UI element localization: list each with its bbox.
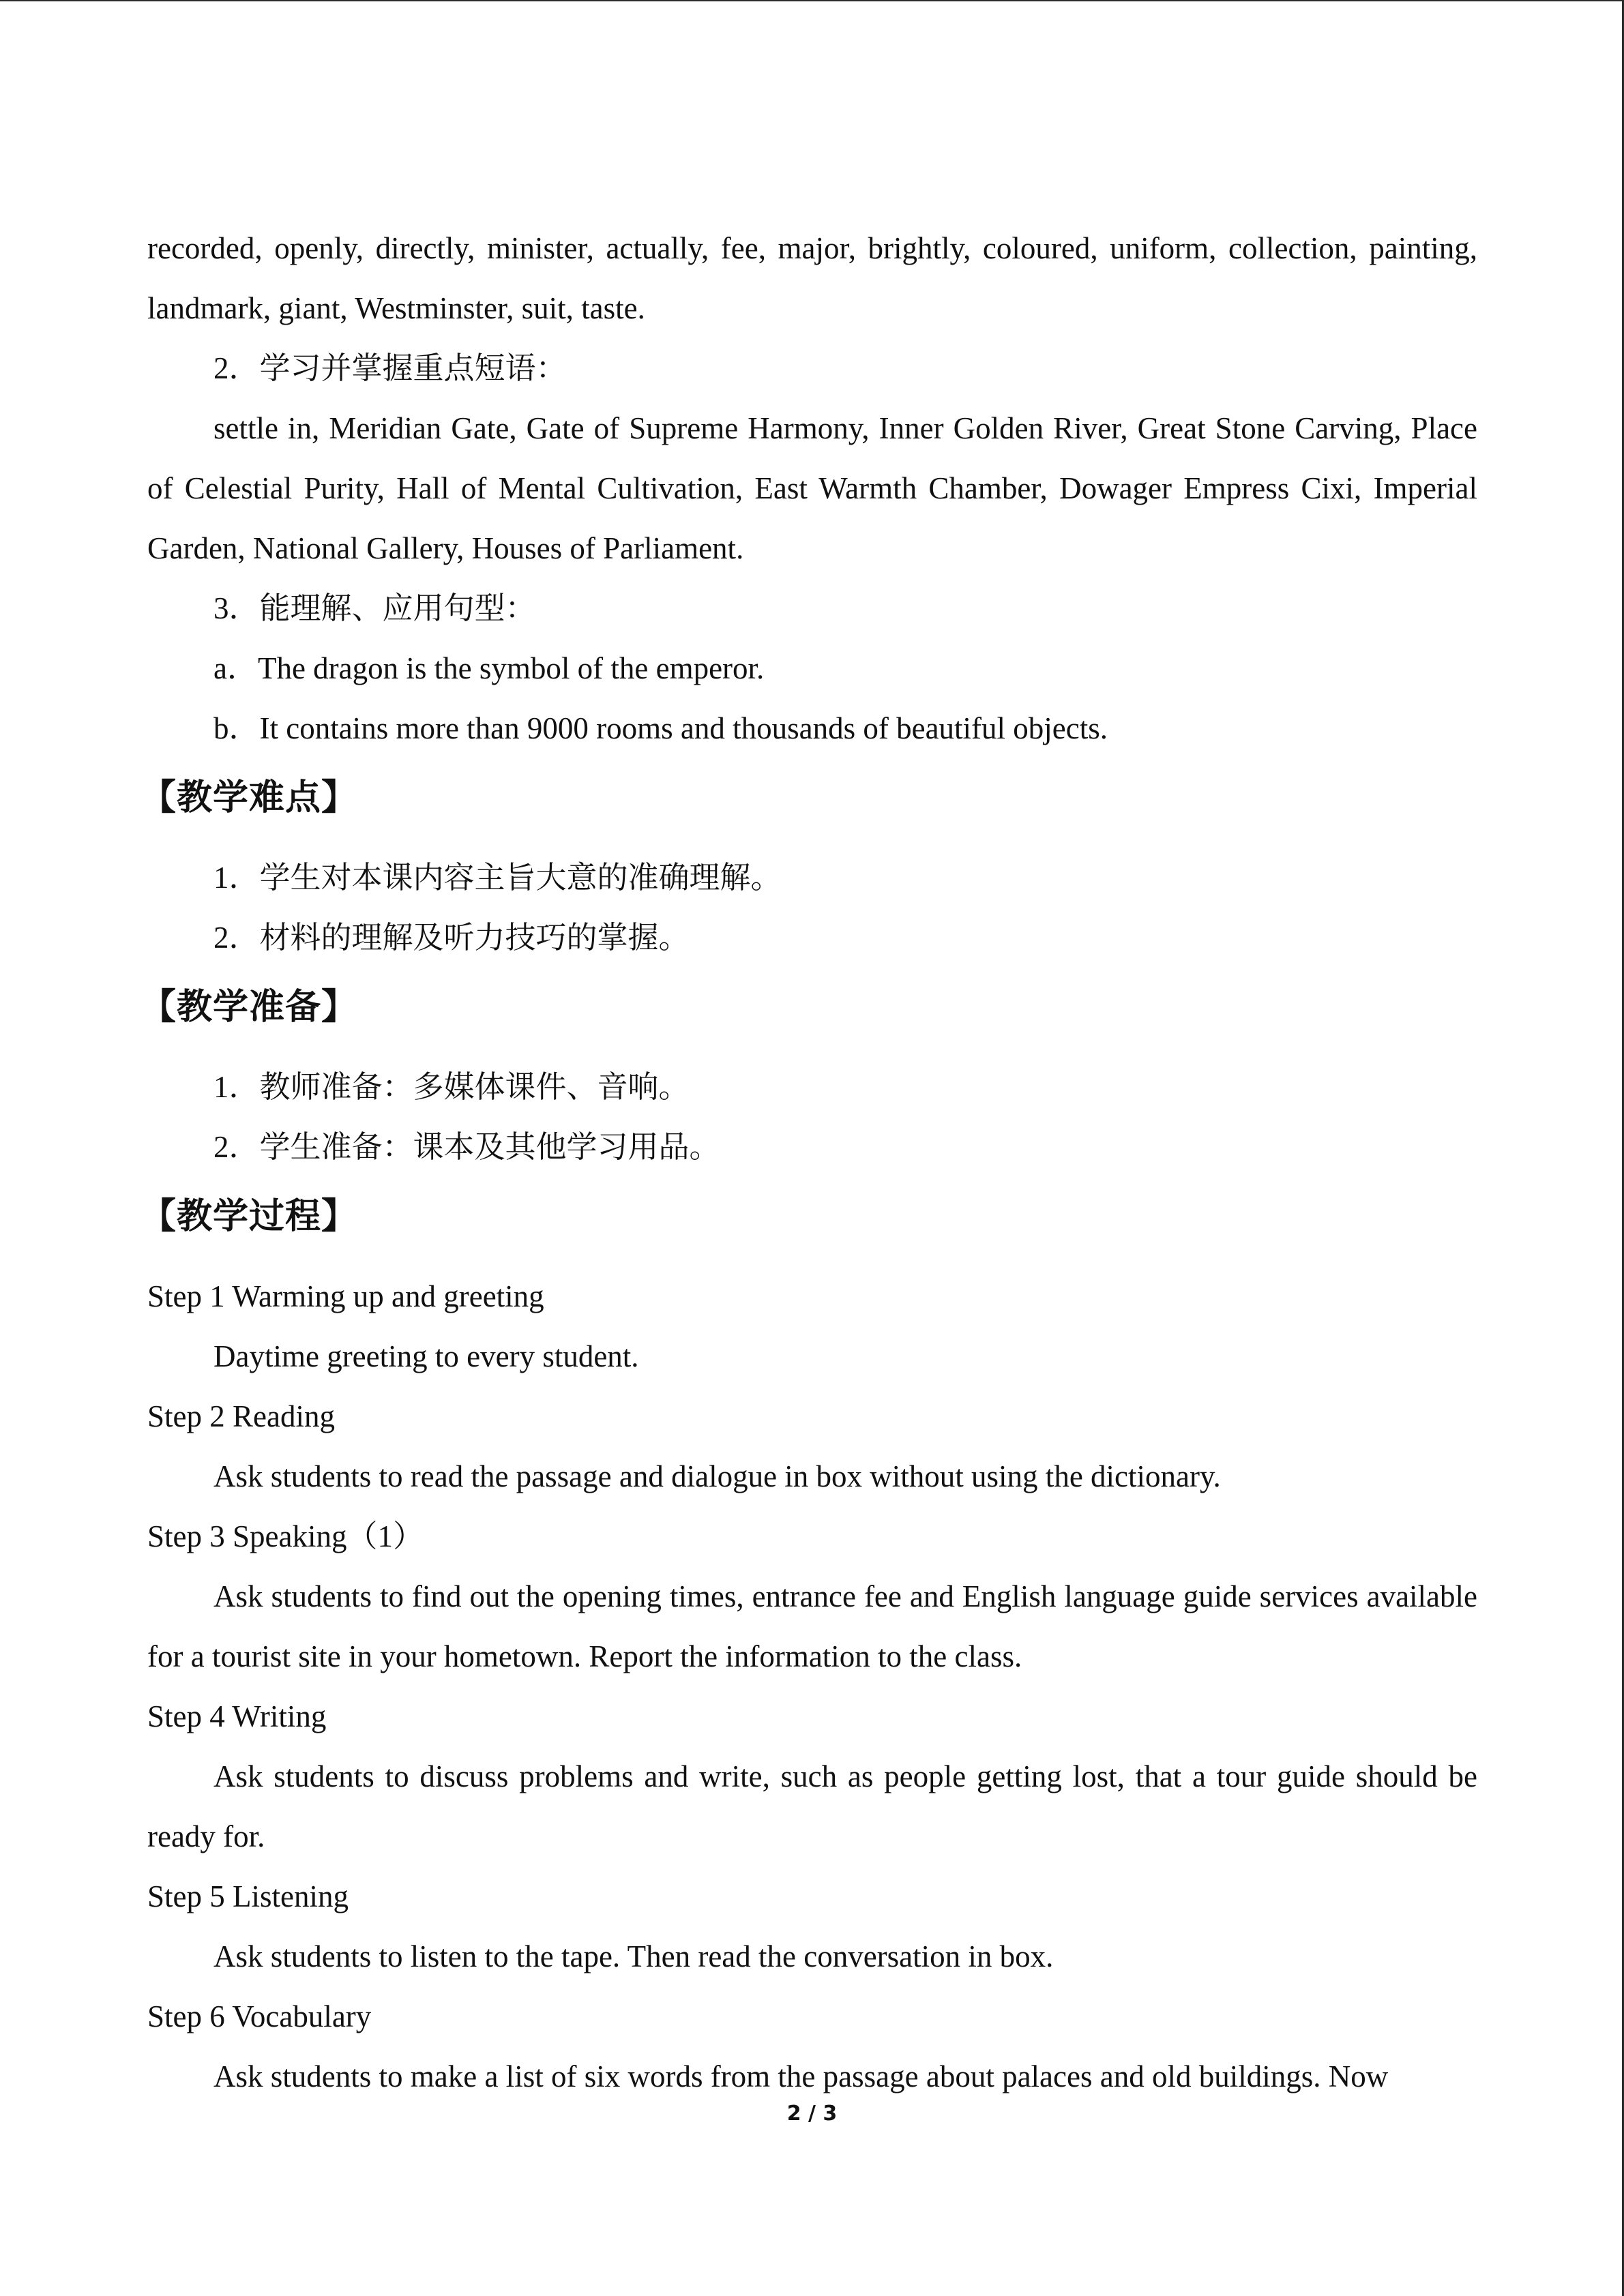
step-3-body: Ask students to find out the opening times, entrance fee and English language guide services available for a tourist site in your hometown. Report the information to the class. <box>147 1579 1477 1673</box>
sentence-pattern-a: a．The dragon is the symbol of the emperor. <box>213 651 765 685</box>
step-6-title: Step 6 Vocabulary <box>147 1999 372 2033</box>
sentence-pattern-b: b．It contains more than 9000 rooms and thousands of beautiful objects. <box>213 711 1108 745</box>
objective-2-label: 2．学习并掌握重点短语： <box>213 351 567 385</box>
step-5-title: Step 5 Listening <box>147 1879 349 1913</box>
section-heading-process: 【教学过程】 <box>141 1196 358 1237</box>
step-4-title: Step 4 Writing <box>147 1699 327 1733</box>
page-number: 2 / 3 <box>786 2102 838 2126</box>
document-body <box>141 218 1477 2106</box>
difficulty-item: 1．学生对本课内容主旨大意的准确理解。 <box>213 861 782 895</box>
preparation-item: 1．教师准备：多媒体课件、音响。 <box>213 1070 690 1104</box>
step-3-title: Step 3 Speaking（1） <box>147 1519 424 1553</box>
step-1-title: Step 1 Warming up and greeting <box>147 1279 544 1313</box>
step-2-body: Ask students to read the passage and dialogue in box without using the dictionary. <box>213 1459 1221 1493</box>
step-1-body: Daytime greeting to every student. <box>213 1339 639 1373</box>
page-top-border <box>0 0 1624 1</box>
preparation-item: 2．学生准备：课本及其他学习用品。 <box>213 1130 720 1164</box>
step-6-body: Ask students to make a list of six words from the passage about palaces and old buildings. Now <box>213 2059 1389 2093</box>
step-4-body: Ask students to discuss problems and write, such as people getting lost, that a tour guide should be ready for. <box>147 1759 1477 1853</box>
section-heading-preparation: 【教学准备】 <box>141 987 358 1028</box>
step-2-title: Step 2 Reading <box>147 1399 335 1433</box>
difficulty-item: 2．材料的理解及听力技巧的掌握。 <box>213 921 690 955</box>
objective-2-phrases: settle in, Meridian Gate, Gate of Supreme Harmony, Inner Golden River, Great Stone Carving, Place of Celestial Purity, Hall of Mental Cultivation, East Warmth Chamber, Dowager Empress Cixi, Imperial Garden, National Gallery, Houses of Parliament. <box>147 411 1477 565</box>
step-5-body: Ask students to listen to the tape. Then read the conversation in box. <box>213 1939 1054 1973</box>
section-heading-difficulties: 【教学难点】 <box>141 777 358 818</box>
objective-3-label: 3．能理解、应用句型： <box>213 591 536 625</box>
vocabulary-continued: recorded, openly, directly, minister, actually, fee, major, brightly, coloured, uniform, collection, painting, landmark, giant, Westminster, suit, taste. <box>147 231 1477 325</box>
